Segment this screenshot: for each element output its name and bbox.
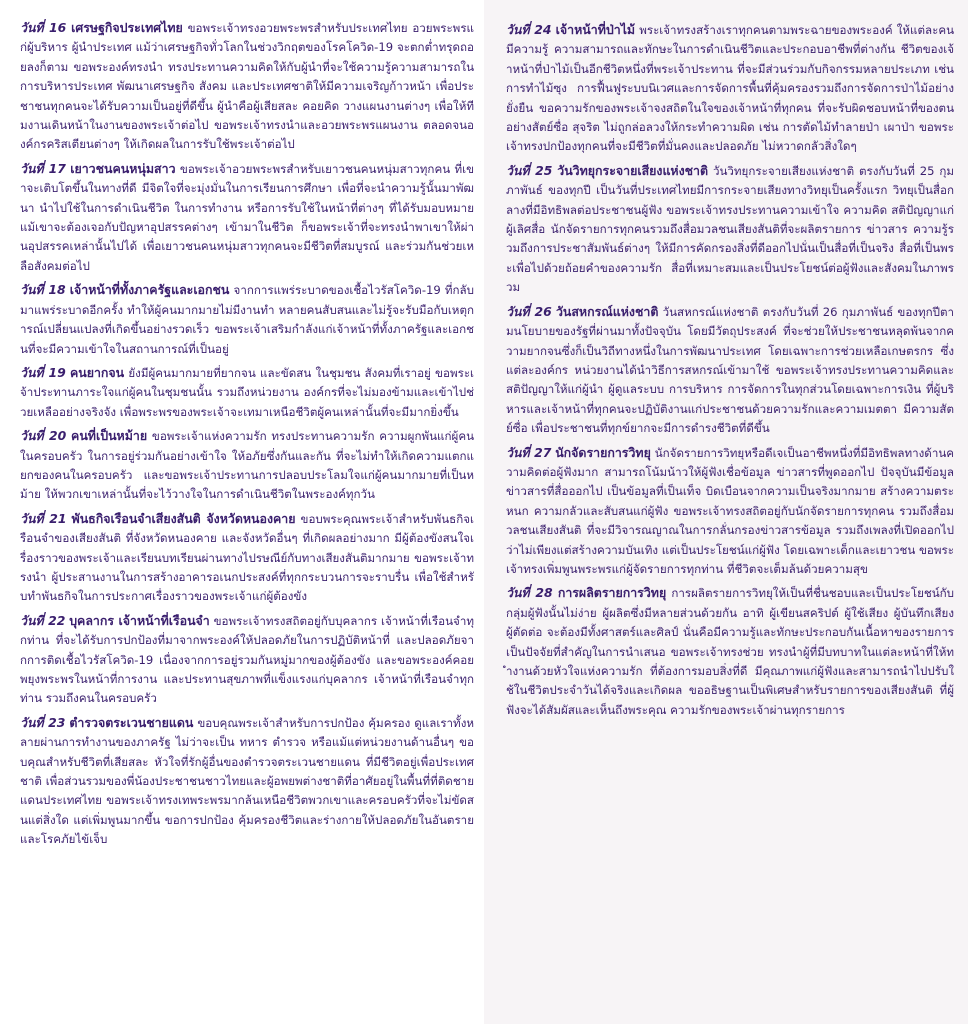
entry-title: เศรษฐกิจประเทศไทย <box>71 20 183 35</box>
prayer-entry-24 <box>506 20 954 157</box>
prayer-entry-28 <box>506 583 954 720</box>
entry-body: พระเจ้าทรงสร้างเราทุกคนตามพระฉายของพระองค์ ให้แต่ละคนมีความรู้ ความสามารถและทักษะในการดำเนินชีวิตและประกอบอาชีพที่ต่างกัน ชีวิตของเจ้าหน้าที่ป่าไม้เป็นอีกชีวิตหนึ่งที่พระเจ้าประทาน ที่จะมีส่วนร่วมกับกิจกรรมหลายประเภท เช่น การทำไม้ซุง การฟื้นฟูระบบนิเวศและการจัดการพื้นที่คุ้มครองรวมถึงการจัดการป่าไม้อย่างยั่งยืน ขอความรักของพระเจ้าจงสถิตในใจของเจ้าหน้าที่ทุกคน ที่จะรับผิดชอบหน้าที่ของตนอย่างสัตย์ซื่อ สุจริต ไม่ถูกล่อลวงให้กระทำความผิด เช่น การตัดไม้ทำลายป่า เผาป่า ขอพระเจ้าทรงปกป้องทุกคนที่จะมีชีวิตที่มั่นคงและปลอดภัย ไม่หวาดกลัวสิ่งใดๆ <box>506 23 955 154</box>
entry-title: การผลิตรายการวิทยุ <box>557 585 667 601</box>
prayer-entry-21 <box>20 509 474 607</box>
prayer-entry-17 <box>20 159 474 276</box>
entry-day: วันที่ 25 <box>506 162 553 178</box>
entry-day: วันที่ 21 <box>20 510 67 526</box>
entry-body: ขอพระเจ้าทรงอวยพระพรสำหรับประเทศไทย อวยพระพรแก่ผู้บริหาร ผู้นำประเทศ แม้ว่าเศรษฐกิจทั่วโลกในช่วงวิกฤตของโรคโควิด-19 จะตกต่ำทรุดถอยลงก็ตาม ขอพระองค์ทรงนำ ทรงประทานความคิดให้กับผู้นำที่จะใช้ความรู้ความสามารถในการบริหารประเทศ พัฒนาเศรษฐกิจ สังคม และประเทศชาติให้มีความเจริญก้าวหน้า เพื่อประชาชนทุกคนจะได้รับความเป็นอยู่ที่ดีขึ้น ผู้นำคือผู้เสียสละ คอยคิด วางแผนงานต่างๆ เพื่อให้ทีมงานเดินหน้าในงานของพระเจ้าต่อไป ขอพระเจ้าทรงนำและอวยพระพรแผนงาน ตลอดจนองค์กรคริสเตียนต่างๆ ให้เกิดผลในการรับใช้พระเจ้าต่อไป <box>20 21 475 152</box>
entry-day: วันที่ 20 <box>20 428 67 444</box>
entry-title: บุคลากร เจ้าหน้าที่เรือนจำ <box>69 612 210 628</box>
prayer-entry-23 <box>20 713 474 850</box>
entry-day: วันที่ 17 <box>20 160 66 176</box>
entry-body: จากการแพร่ระบาดของเชื้อไวรัสโควิด-19 ที่กลับมาแพร่ระบาดอีกครั้ง ทำให้ผู้คนมากมายไม่มีงานทำ หลายคนสับสนและไม่รู้จะรับมือกับเหตุการณ์เปลี่ยนแปลงที่เกิดขึ้นอย่างรวดเร็ว ขอพระเจ้าเสริมกำลังแก่เจ้าหน้าที่ทั้งภาครัฐและเอกชนที่จะมีความเข้าใจในสถานการณ์ที่เป็นอยู่ <box>20 283 475 356</box>
prayer-entry-16 <box>20 18 474 155</box>
entry-day: วันที่ 24 <box>506 22 552 37</box>
entry-title: คนที่เป็นหม้าย <box>71 428 148 444</box>
entry-body: ขอพระเจ้าแห่งความรัก ทรงประทานความรัก ความผูกพันแก่ผู้คนในครอบครัว ในการอยู่ร่วมกันอย่างเข้าใจ ให้อภัยซึ่งกันและกัน ที่จะไม่ทำให้เกิดความแตกแยกของคนในครอบครัว และขอพระเจ้าประทานการปลอบประโลมใจแก่ผู้คนมากมายที่เป็นหม้าย ให้พวกเขาเหล่านั้นที่จะไว้วางใจในการดำเนินชีวิตในพระองค์ทุกวัน <box>20 429 475 502</box>
prayer-entry-25 <box>506 161 954 298</box>
prayer-entry-26 <box>506 302 954 439</box>
entry-title: เจ้าหน้าที่ทั้งภาครัฐและเอกชน <box>69 282 230 298</box>
entry-day: วันที่ 22 <box>20 612 66 628</box>
entry-body: วันวิทยุกระจายเสียงแห่งชาติ ตรงกับวันที่ 25 กุมภาพันธ์ ของทุกปี เป็นวันที่ประเทศไทยมีการกระจายเสียงทางวิทยุเป็นครั้งแรก วิทยุเป็นสื่อกลางที่มีอิทธิพลต่อประชาชนผู้ฟัง ขอพระเจ้าทรงประทานความเข้าใจ ความคิด สติปัญญาแก่ผู้เลิศสื่อ นักจัดรายการทุกคนรวมถึงสื่อมวลชนเสียงสันติที่จะผลิตรายการ ข่าวสาร ความรู้รวมถึงการประชาสัมพันธ์ต่างๆ ให้มีการคัดกรองสิ่งที่ดีออกไปนั่นเป็นสื่อที่เป็นจริง สื่อที่เป็นพระเพื่อไปด้วยถ้อยคำของความรัก สื่อที่เหมาะสมและเป็นประโยชน์ต่อผู้ฟังและสังคมในภาพรวม <box>506 163 955 295</box>
entry-day: วันที่ 27 <box>506 444 552 460</box>
entry-body: ขอบคุณพระเจ้าสำหรับการปกป้อง คุ้มครอง ดูแลเราทั้งหลายผ่านการทำงานของภาครัฐ ไม่ว่าจะเป็น ทหาร ตำรวจ หรือแม้แต่หน่วยงานด้านอื่นๆ ขอบคุณสำหรับชีวิตที่เสียสละ หัวใจที่รักผู้อื่นของตำรวจตระเวนชายแดน ที่มีชีวิตอยู่เพื่อประเทศชาติ เพื่อส่วนรวมของพี่น้องประชาชนชาวไทยและผู้อพยพต่างชาติที่อาศัยอยู่ในพื้นที่ที่ติดชายแดนประเทศไทย ขอพระเจ้าทรงเทพระพรมากล้นเหนือชีวิตพวกเขาและครอบครัวที่จะไม่ขัดสนแต่สิ่งใด แต่เพิ่มพูนมากขึ้น ขอการปกป้อง คุ้มครองชีวิตและร่างกายให้ปลอดภัยในอันตรายและโรคภัยไข้เจ็บ <box>20 715 474 847</box>
entry-day: วันที่ 19 <box>20 364 66 380</box>
entry-title: เจ้าหน้าที่ป่าไม้ <box>555 22 636 37</box>
entry-title: เยาวชนคนหนุ่มสาว <box>70 160 176 176</box>
prayer-entry-18 <box>20 280 474 359</box>
prayer-entry-19 <box>20 363 474 422</box>
entry-body: ขอบพระคุณพระเจ้าสำหรับพันธกิจเรือนจำของเสียงสันติ ที่จังหวัดหนองคาย และจังหวัดอื่นๆ ที่เกิดผลอย่างมาก มีผู้ต้องขังสนใจเรื่องราวของพระเจ้าและเรียนบทเรียนผ่านทางไปรษณีย์กับทางเสียงสันติมากมาย ขอพระเจ้าทรงนำ ผู้ประสานงานในการสร้างอาคารอเนกประสงค์ที่ทุกกระบวนการจะราบรื่น เพื่อใช้สำหรับทำพันธกิจในการประกาศเรื่องราวของพระเจ้าแก่ผู้ต้องขัง <box>20 511 475 604</box>
entry-title: นักจัดรายการวิทยุ <box>555 444 651 460</box>
entry-body: นักจัดรายการวิทยุหรือดีเจเป็นอาชีพหนึ่งที่มีอิทธิพลทางด้านความคิดต่อผู้ฟังมาก สามารถโน้มน้าวให้ผู้ฟังเชื่อข้อมูล ข่าวสารที่พูดออกไป ปัจจุบันมีข้อมูลข่าวสารที่สื่อออกไป เป็นข้อมูลที่เป็นเท็จ บิดเบือนจากความเป็นจริงมากมาย สร้างความตระหนก ความกลัวและสับสนแก่ผู้ฟัง ขอพระเจ้าทรงสถิตอยู่กับนักจัดรายการทุกคน รวมถึงสื่อมวลชนเสียงสันติ ที่จะมีวิจารณญาณในการกลั่นกรองข่าวสารข้อมูล รวมถึงเพลงที่เปิดออกไปว่าไม่เพียงแต่สร้างความบันเทิง แต่เป็นประโยชน์แก่ผู้ฟัง โดยเฉพาะเด็กและเยาวชน ขอพระเจ้าทรงเพิ่มพูนพระพรแก่ผู้จัดรายการทุกท่าน ที่ชีวิตจะเต็มล้นด้วยความสุข <box>506 445 955 576</box>
entry-body: ขอพระเจ้าอวยพระพรสำหรับเยาวชนคนหนุ่มสาวทุกคน ที่เขาจะเติบโตขึ้นในทางที่ดี มีจิตใจที่จะมุ่งมั่นในการเรียนการศึกษา เพื่อที่จะนำความรู้นั้นมาพัฒนา นำไปใช้ในการดำเนินชีวิต ในการทำงาน หรือการรับใช้ในหน้าที่ต่างๆ ที่ได้รับมอบหมาย แม้เขาจะต้องเจอกับปัญหาอุปสรรคต่างๆ เข้ามาในชีวิต ก็ขอพระเจ้าที่จะทรงนำพาเขาให้ผ่านอุปสรรคเหล่านั้นไปได้ เพื่อเยาวชนคนหนุ่มสาวทุกคนจะมีชีวิตที่สมบูรณ์ และร่วมกันช่วยเหลือสังคมต่อไป <box>20 161 475 273</box>
prayer-entry-20 <box>20 426 474 505</box>
entry-title: ตำรวจตระเวนชายแดน <box>69 714 194 730</box>
prayer-entry-22 <box>20 611 474 709</box>
entry-day: วันที่ 26 <box>506 303 552 319</box>
entry-title: วันสหกรณ์แห่งชาติ <box>555 303 659 319</box>
prayer-entry-27 <box>506 443 954 580</box>
entry-day: วันที่ 18 <box>20 282 66 298</box>
entry-body: ขอพระเจ้าทรงสถิตอยู่กับบุคลากร เจ้าหน้าที่เรือนจำทุกท่าน ที่จะได้รับการปกป้องที่มาจากพระองค์ให้ปลอดภัยในการปฏิบัติหน้าที่ และปลอดภัยจากการติดเชื้อไวรัสโควิด-19 เนื่องจากการอยู่รวมกันหมู่มากของผู้ต้องขัง และขอพระองค์คอยพยุงพระพรในหน้าที่การงาน และประทานสุขภาพที่แข็งแรงแก่บุคลากร เจ้าหน้าที่เรือนจำทุกท่าน รวมถึงคนในครอบครัว <box>20 613 475 706</box>
entry-title: พันธกิจเรือนจำเสียงสันติ จังหวัดหนองคาย <box>71 510 296 526</box>
entry-day: วันที่ 23 <box>20 714 66 730</box>
entry-day: วันที่ 28 <box>506 585 553 601</box>
entry-body: วันสหกรณ์แห่งชาติ ตรงกับวันที่ 26 กุมภาพันธ์ ของทุกปีตามนโยบายของรัฐที่ผ่านมาทั้งปัจจุบัน โดยมีวัตถุประสงค์ ที่จะช่วยให้ประชาชนหลุดพ้นจากความยากจนซึ่งก็เป็นวิถีทางหนึ่งในการพัฒนาประเทศ โดยเฉพาะการช่วยเหลือเกษตรกร ซึ่งแต่ละองค์กร หน่วยงานได้นำวิธีการสหกรณ์เข้ามาใช้ ขอพระเจ้าทรงประทานความคิดและสติปัญญาให้แก่ผู้นำ ผู้ดูแลระบบ การบริหาร การจัดการในทุกส่วนโดยเฉพาะการเงิน ที่ผู้บริหารและเจ้าหน้าที่ทุกคนจะปฏิบัติงานแก่ประชาชนด้วยความรักและความเมตตา มีความสัตย์ซื่อ เพื่อประชาชนที่ทุกข์ยากจะมีการดำรงชีวิตที่ดีขึ้น <box>506 304 955 436</box>
right-column <box>484 0 968 1024</box>
entry-title: วันวิทยุกระจายเสียงแห่งชาติ <box>557 162 709 178</box>
entry-title: คนยากจน <box>69 364 125 380</box>
entry-body: การผลิตรายการวิทยุให้เป็นที่ชื่นชอบและเป็นประโยชน์กับกลุ่มผู้ฟังนั้นไม่ง่าย ผู้ผลิตซึ่งมีหลายส่วนด้วยกัน อาทิ ผู้เขียนสคริปต์ ผู้ใช้เสียง ผู้บันทึกเสียง ผู้ตัดต่อ จะต้องมีทั้งศาสตร์และศิลป์ นั่นคือมีความรู้และทักษะประกอบกันเนื้อหาของรายการ เป็นปัจจัยที่สำคัญในการนำเสนอ ขอพระเจ้าทรงช่วย ทรงนำผู้ที่มีบทบาทในแต่ละหน้าที่ให้ทำงานด้วยหัวใจแห่งความรัก ที่ต้องการมอบสิ่งที่ดี มีคุณภาพแก่ผู้ฟังและสามารถนำไปปรับใช้ในชีวิตประจำวันได้จริงและเกิดผล ขออธิษฐานเป็นพิเศษสำหรับรายการของเสียงสันติ ที่ผู้ฟังจะได้สัมผัสและเห็นถึงพระคุณ ความรักของพระเจ้าผ่านทุกรายการ <box>506 586 955 717</box>
entry-day: วันที่ 16 <box>20 20 67 35</box>
entry-body: ยังมีผู้คนมากมายที่ยากจน และขัดสน ในชุมชน สังคมที่เราอยู่ ขอพระเจ้าประทานภาระใจแก่ผู้คนในชุมชนนั้น รวมถึงหน่วยงาน องค์กรที่จะไม่มองข้ามและเข้าไปช่วยเหลืออย่างจริงจัง เพื่อพระพรของพระเจ้าจะเทมาเหนือชีวิตผู้คนเหล่านั้นที่จะมีมากยิ่งขึ้น <box>20 365 475 419</box>
